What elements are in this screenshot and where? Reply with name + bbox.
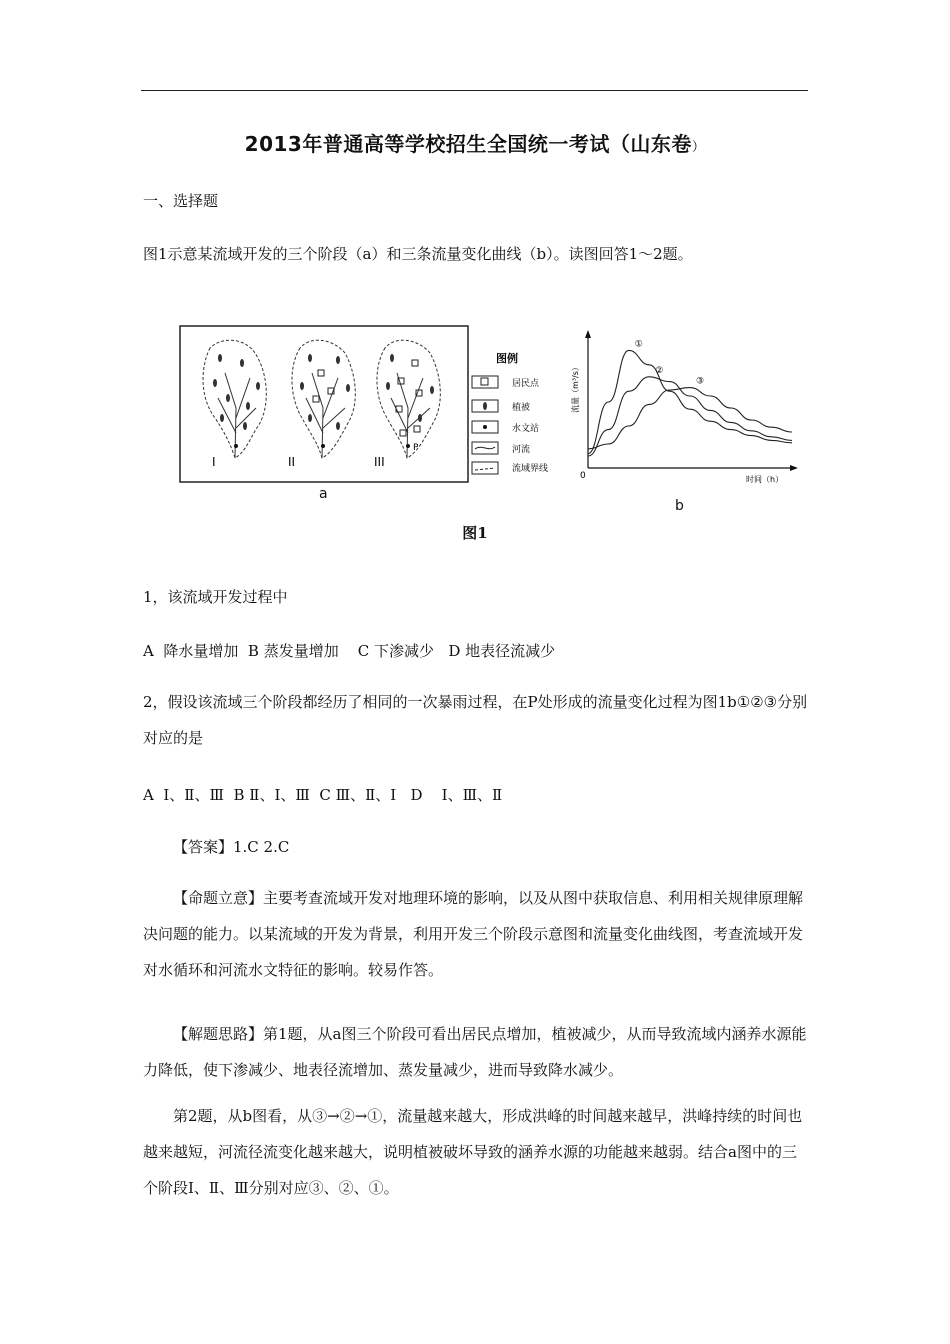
question-2: 2，假设该流域三个阶段都经历了相同的一次暴雨过程，在P处形成的流量变化过程为图1b①②③分别对应的是 [143,693,808,747]
page-title [0,128,950,157]
point-p-label: P [413,443,419,453]
legend-river: 河流 [512,445,531,455]
legend-settlement: 居民点 [512,379,540,389]
stage-label-1: I [212,455,216,469]
question-2-options: A Ⅰ、Ⅱ、Ⅲ B Ⅱ、Ⅰ、Ⅲ C Ⅲ、Ⅱ、Ⅰ D Ⅰ、Ⅲ、Ⅱ [143,786,503,804]
curve-marker-2: ② [655,365,664,376]
panel-a-frame [180,326,468,482]
vegetation-icon [483,402,487,410]
basin-stage-2 [288,340,355,469]
panel-b-label: b [675,498,684,514]
title-close: ） [691,140,706,155]
intent-paragraph: 【命题立意】主要考查流域开发对地理环境的影响，以及从图中获取信息、利用相关规律原理解决问题的能力。以某流域的开发为背景，利用开发三个阶段示意图和流量变化曲线图，考查流域开发对水循环和河流水文特征的影响。较易作答。 [143,889,804,979]
figure-svg [170,318,830,518]
basin-stage-3 [374,340,440,469]
figure-caption: 图1 [462,524,488,542]
stage-label-3: III [374,455,385,469]
basin-stage-1 [203,340,266,469]
question-1-options: A 降水量增加 B 蒸发量增加 C 下渗减少 D 地表径流减少 [143,642,556,660]
stage-label-2: II [288,455,296,469]
approach-paragraph-1: 【解题思路】第1题，从a图三个阶段可看出居民点增加，植被减少，从而导致流域内涵养水源能力降低，使下渗减少、地表径流增加、蒸发量减少，进而导致降水减少。 [143,1025,807,1079]
legend-boundary: 流域界线 [512,464,549,474]
origin-label: 0 [580,471,586,481]
figure-1 [170,318,830,522]
settlement-icon [481,378,488,385]
curve-marker-3: ③ [696,376,705,387]
flow-curve-2 [588,377,792,456]
answer: 【答案】1.C 2.C [173,838,290,856]
approach-paragraph-2: 第2题，从b图看，从③→②→①，流量越来越大，形成洪峰的时间越来越早，洪峰持续的时间也越来越短，河流径流变化越来越大，说明植被破坏导致的涵养水源的功能越来越弱。结合a图中的三个阶段Ⅰ、Ⅱ、Ⅲ分别对应③、②、①。 [143,1107,803,1197]
section-heading: 一、选择题 [143,192,219,210]
legend-title: 图例 [496,352,518,365]
intro-text: 图1示意某流域开发的三个阶段（a）和三条流量变化曲线（b）。读图回答1～2题。 [143,245,693,263]
legend [472,351,548,474]
river-icon [475,447,495,449]
flow-chart [570,330,798,484]
x-axis-label: 时间（h） [746,475,784,484]
flow-curve-1 [588,350,792,453]
panel-a-label: a [319,486,328,502]
header-rule [141,90,808,91]
title-text: 2013年普通高等学校招生全国统一考试（山东卷 [244,132,692,156]
legend-station: 水文站 [512,424,540,434]
question-1: 1，该流域开发过程中 [143,588,288,606]
flow-curve-3 [588,388,792,449]
station-icon [483,425,487,429]
curve-marker-1: ① [634,339,643,350]
legend-vegetation: 植被 [512,403,531,413]
y-axis-label: 流量（m³/s） [571,363,580,413]
boundary-icon [475,468,495,470]
vegetation-icon [213,354,260,430]
